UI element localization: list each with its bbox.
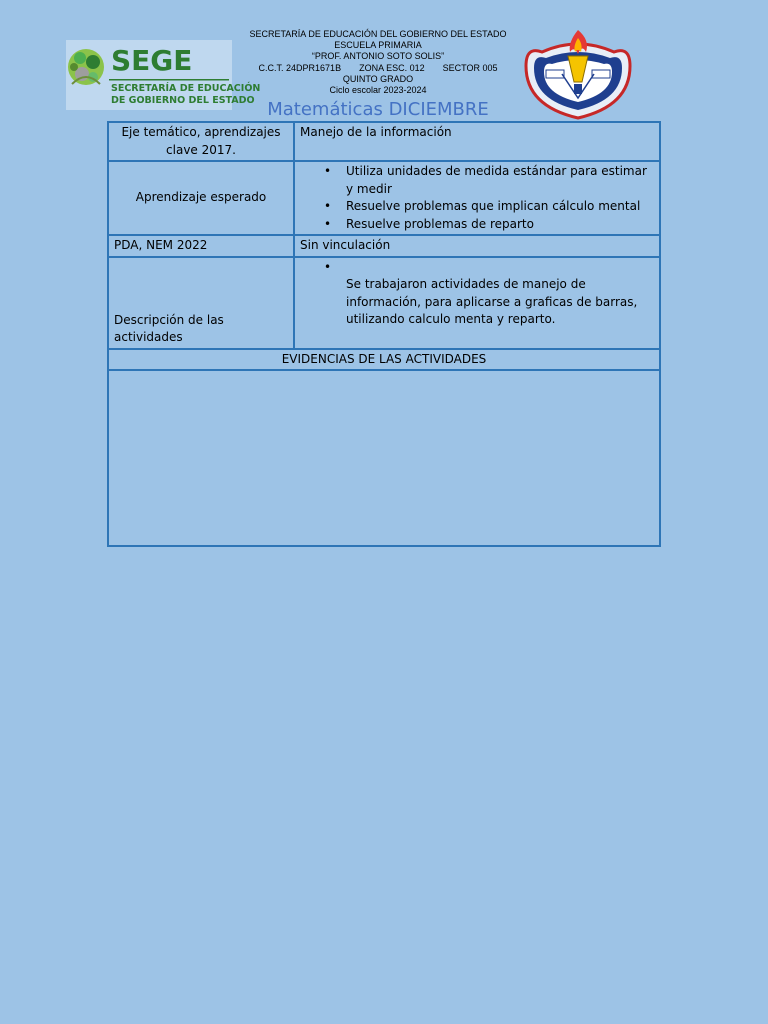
- list-item: • Resuelve problemas que implican cálculo mental: [346, 198, 654, 216]
- header-sector: SECTOR 005: [442, 62, 498, 73]
- header-cct: C.C.T. 24DPR1671B: [258, 62, 342, 73]
- eje-label: Eje temático, aprendizajes clave 2017.: [108, 122, 294, 161]
- aprendizaje-list: [300, 163, 654, 233]
- pda-value: Sin vinculación: [294, 235, 660, 257]
- table-row-pda: [108, 235, 660, 257]
- descripcion-list: [300, 259, 654, 277]
- header-ciclo: Ciclo escolar 2023-2024: [329, 85, 427, 96]
- header-line-secretaria: SECRETARÍA DE EDUCACIÓN DEL GOBIERNO DEL ESTADO: [249, 29, 507, 39]
- bullet-icon: •: [324, 199, 332, 213]
- bullet-icon: •: [324, 164, 332, 178]
- header-line-escuela: ESCUELA PRIMARIA: [334, 40, 422, 51]
- sege-tagline-1: SECRETARÍA DE EDUCACIÓN: [111, 83, 261, 94]
- descripcion-cell: [294, 257, 660, 349]
- list-item: • Resuelve problemas de reparto: [346, 216, 654, 234]
- page-title: Matemáticas DICIEMBRE: [267, 99, 489, 120]
- pda-label: PDA, NEM 2022: [108, 235, 294, 257]
- planning-table: [107, 121, 661, 547]
- header-line-nombre: “PROF. ANTONIO SOTO SOLIS”: [311, 51, 445, 62]
- aprendizaje-cell: [294, 161, 660, 235]
- table-row-eje: [108, 122, 660, 161]
- school-header: [200, 29, 556, 96]
- sege-leaf-icon: [68, 49, 104, 85]
- descripcion-label: Descripción de las actividades: [108, 257, 294, 349]
- eje-value: Manejo de la información: [294, 122, 660, 161]
- header-grado: QUINTO GRADO: [342, 73, 414, 84]
- descripcion-text: Se trabajaron actividades de manejo de información, para aplicarse a graficas de barras, utilizando calculo menta y reparto.: [346, 277, 638, 326]
- sege-brand: SEGE: [111, 44, 193, 77]
- header-zona: ZONA ESC. 012: [359, 62, 425, 73]
- aprendizaje-label: Aprendizaje esperado: [108, 161, 294, 235]
- list-item: [324, 259, 654, 277]
- bullet-icon: •: [324, 259, 332, 274]
- list-item: • Utiliza unidades de medida estándar para estimar y medir: [324, 164, 647, 196]
- table-row-evidencias-header: [108, 349, 660, 371]
- bullet-icon: •: [324, 216, 332, 231]
- table-row-aprendizaje: [108, 161, 660, 235]
- table-row-evidencias-body: [108, 370, 660, 546]
- table-row-descripcion: [108, 257, 660, 349]
- evidencias-area: [108, 370, 660, 546]
- sege-tagline-2: DE GOBIERNO DEL ESTADO: [111, 95, 255, 106]
- evidencias-header: EVIDENCIAS DE LAS ACTIVIDADES: [108, 349, 660, 371]
- header-codes: [200, 63, 556, 74]
